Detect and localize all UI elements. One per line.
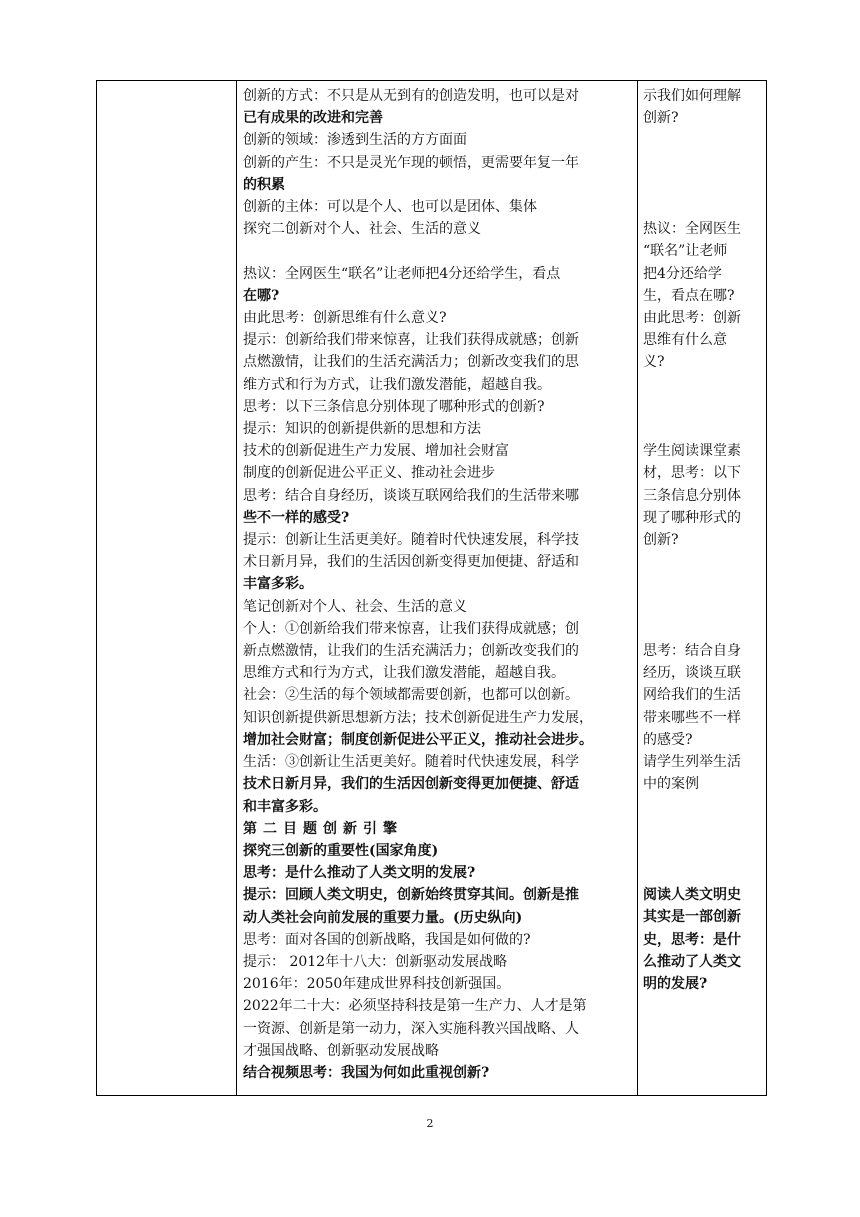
side-note-line: 阅读人类文明史 (643, 887, 741, 904)
content-line: 探究二创新对个人、社会、生活的意义 (243, 221, 481, 238)
side-note-line: 经历，谈谈互联 (643, 665, 741, 682)
content-line: 技术日新月异，我们的生活因创新变得更加便捷、舒适 (243, 776, 579, 793)
content-line: 一资源、创新是第一动力，深入实施科教兴国战略、人 (243, 1020, 579, 1037)
side-note-line: 生，看点在哪? (643, 287, 735, 304)
side-note-block (643, 218, 741, 373)
side-note-line: 思考：结合自身 (643, 643, 741, 659)
page-number: 2 (426, 1117, 434, 1130)
side-note-line: 明的发展? (643, 976, 708, 992)
side-note-line: 学生阅读课堂素 (643, 443, 741, 460)
content-line: 笔记创新对个人、社会、生活的意义 (243, 598, 467, 615)
side-note-line: 的感受? (643, 731, 693, 748)
side-note-line: 热议：全网医生 (643, 221, 741, 238)
side-note-block (643, 440, 741, 551)
content-line: 结合视频思考：我国为何如此重视创新? (243, 1064, 490, 1081)
content-line: 创新的产生：不只是灵光乍现的顿悟，更需要年复一年 (243, 154, 579, 171)
side-note-line: 创新? (643, 532, 679, 548)
content-line: 生活：③创新让生活更美好。随着时代快速发展，科学 (243, 754, 579, 771)
side-note-line: 带来哪些不一样 (643, 709, 741, 726)
side-note-block (643, 640, 741, 795)
side-note-block (643, 884, 741, 995)
side-note-line: 义? (643, 354, 665, 371)
content-line: 探究三创新的重要性(国家角度) (243, 842, 439, 859)
content-line: 的积累 (243, 176, 285, 193)
content-line: 提示：回顾人类文明史，创新始终贯穿其间。创新是推 (243, 887, 579, 904)
content-line: 由此思考：创新思维有什么意义? (243, 310, 447, 327)
content-line: 才强国战略、创新驱动发展战略 (243, 1042, 439, 1059)
content-line: 思考：是什么推动了人类文明的发展? (243, 865, 476, 882)
content-line: 技术的创新促进生产力发展、增加社会财富 (243, 443, 509, 460)
lesson-plan-table (96, 80, 767, 1096)
content-line: 思维方式和行为方式，让我们激发潜能，超越自我。 (243, 665, 565, 682)
content-line: 热议：全网医生“联名”让老师把4分还给学生，看点 (243, 265, 561, 282)
content-line: 增加社会财富；制度创新促进公平正义，推动社会进步。 (243, 731, 593, 748)
content-line: 丰富多彩。 (243, 576, 313, 593)
content-line: 和丰富多彩。 (243, 798, 327, 815)
side-note-line: “联名”让老师 (643, 243, 728, 260)
content-line: 提示：创新给我们带来惊喜，让我们获得成就感；创新 (243, 332, 579, 349)
content-line: 2022年二十大：必须坚持科技是第一生产力、人才是第 (243, 998, 587, 1015)
side-note-line: 创新? (643, 110, 679, 127)
content-line: 制度的创新促进公平正义、推动社会进步 (243, 465, 495, 482)
side-note-line: 么推动了人类文 (643, 953, 741, 970)
side-note-block (643, 85, 741, 129)
content-line: 思考：面对各国的创新战略，我国是如何做的? (243, 931, 531, 948)
content-line: 些不一样的感受? (243, 509, 350, 526)
main-content-column (243, 85, 633, 1084)
content-line: 创新的方式：不只是从无到有的创造发明，也可以是对 (243, 88, 579, 104)
content-line: 2016年：2050年建成世界科技创新强国。 (243, 976, 511, 993)
side-note-line: 网给我们的生活 (643, 687, 741, 704)
content-line: 创新的领域：渗透到生活的方方面面 (243, 132, 467, 149)
content-line: 知识创新提供新思想新方法；技术创新促进生产力发展， (243, 709, 593, 726)
content-line: 个人：①创新给我们带来惊喜，让我们获得成就感；创 (243, 620, 579, 637)
content-line: 社会：②生活的每个领域都需要创新，也都可以创新。 (243, 687, 579, 704)
content-line: 动人类社会向前发展的重要力量。(历史纵向) (243, 909, 523, 926)
content-line: 提示： 2012年十八大：创新驱动发展战略 (243, 953, 508, 970)
column-divider (236, 81, 237, 1095)
side-note-line: 史，思考：是什 (643, 931, 741, 948)
content-line: 新点燃激情，让我们的生活充满活力；创新改变我们的 (243, 643, 579, 660)
content-line: 提示：创新让生活更美好。随着时代快速发展，科学技 (243, 532, 579, 549)
content-line (243, 240, 633, 262)
side-note-line: 其实是一部创新 (643, 909, 741, 926)
content-line: 思考：结合自身经历，谈谈互联网给我们的生活带来哪 (243, 487, 579, 504)
content-line: 第二目题创新引擎 (243, 820, 403, 837)
side-note-line: 现了哪种形式的 (643, 509, 741, 526)
side-note-line: 由此思考：创新 (643, 310, 741, 326)
side-note-line: 思维有什么意 (643, 332, 727, 349)
content-line: 思考：以下三条信息分别体现了哪种形式的创新? (243, 398, 545, 415)
column-divider (637, 81, 638, 1095)
content-line: 点燃激情，让我们的生活充满活力；创新改变我们的思 (243, 354, 579, 371)
side-note-line: 中的案例 (643, 776, 699, 793)
content-line: 已有成果的改进和完善 (243, 110, 383, 127)
content-line: 创新的主体：可以是个人、也可以是团体、集体 (243, 199, 537, 216)
content-line: 术日新月异，我们的生活因创新变得更加便捷、舒适和 (243, 554, 579, 571)
side-note-line: 把4分还给学 (643, 265, 722, 282)
side-note-line: 请学生列举生活 (643, 754, 741, 771)
side-note-line: 示我们如何理解 (643, 88, 741, 104)
side-note-line: 材，思考：以下 (643, 465, 741, 482)
content-line: 在哪? (243, 287, 280, 304)
content-line: 提示：知识的创新提供新的思想和方法 (243, 421, 481, 438)
side-note-line: 三条信息分别体 (643, 487, 741, 504)
content-line: 维方式和行为方式，让我们激发潜能，超越自我。 (243, 376, 551, 393)
